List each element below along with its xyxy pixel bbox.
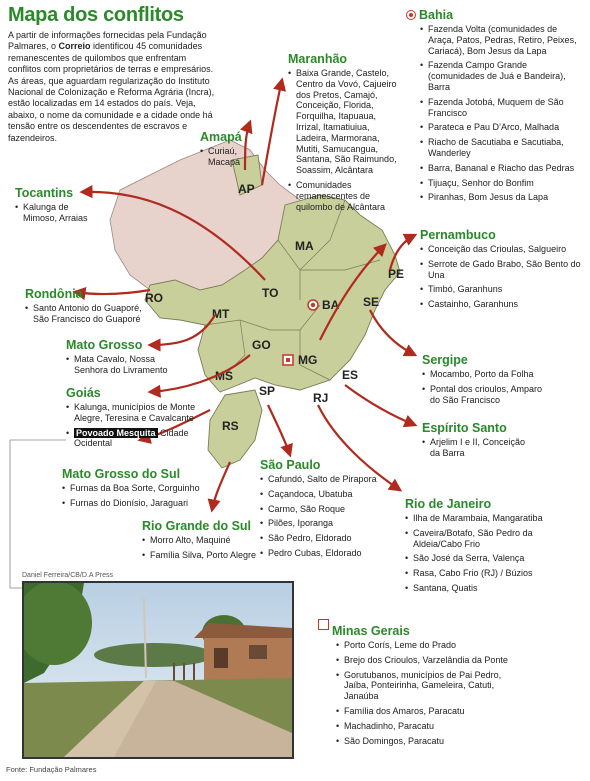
- list-item: • Piranhas, Bom Jesus da Lapa: [420, 192, 582, 203]
- list-item: • Conceição das Crioulas, Salgueiro: [420, 244, 582, 255]
- list-item: • Machadinho, Paracatu: [336, 721, 508, 732]
- intro-text: [8, 30, 218, 144]
- region-espirito-santo: [422, 421, 532, 463]
- region-name: Espírito Santo: [422, 421, 507, 435]
- region-name: Rio de Janeiro: [405, 497, 492, 511]
- list-item: • Rasa, Cabo Frio (RJ) / Búzios: [405, 568, 565, 579]
- region-name: Sergipe: [422, 353, 468, 367]
- list-item: • Barra, Bananal e Riacho das Pedras: [420, 163, 582, 174]
- list-item: • Fazenda Jotobá, Muquem de São Francisco: [420, 97, 582, 119]
- region-name: Rio Grande do Sul: [142, 519, 252, 533]
- list-item: • Família Silva, Porto Alegre: [142, 550, 267, 561]
- list-item: • Mocambo, Porto da Folha: [422, 369, 547, 380]
- region-amapa: [200, 130, 280, 172]
- photo-illustration: [24, 583, 292, 757]
- region-minas-gerais: [318, 618, 508, 750]
- state-label: RS: [222, 419, 239, 433]
- source-note: Fonte: Fundação Palmares: [6, 765, 97, 774]
- list-item: • Carmo, São Roque: [260, 504, 390, 515]
- photo-credit: Daniel Ferreira/CB/D.A Press: [22, 572, 114, 579]
- list-item: • Gorutubanos, municípios de Pai Pedro, Jaíba, Ponteirinha, Gameleira, Catuti, Janaúba: [336, 670, 508, 702]
- list-item: • Fazenda Campo Grande (comunidades de Juá e Bandeira), Barra: [420, 60, 582, 92]
- region-sao-paulo: [260, 458, 390, 563]
- region-bahia: [406, 8, 582, 207]
- list-item: • Pontal dos crioulos, Amparo do São Francisco: [422, 384, 547, 406]
- list-item: • Pilões, Iporanga: [260, 518, 390, 529]
- region-rio-janeiro: [405, 497, 565, 598]
- state-label: MS: [215, 369, 233, 383]
- list-item: • Riacho de Sacutiaba e Sacutiaba, Wanderley: [420, 137, 582, 159]
- state-label: RJ: [313, 391, 329, 405]
- list-item: • Caveira/Botafo, São Pedro da Aldeia/Cabo Frio: [405, 528, 565, 550]
- region-name: Mato Grosso do Sul: [62, 467, 181, 481]
- state-label: BA: [322, 298, 340, 312]
- page-title: Mapa dos conflitos: [8, 4, 184, 26]
- list-item: • Morro Alto, Maquiné: [142, 535, 267, 546]
- region-name: Pernambuco: [420, 228, 496, 242]
- state-label: MG: [298, 353, 318, 367]
- region-name: Maranhão: [288, 52, 348, 66]
- list-item: • Mata Cavalo, Nossa Senhora do Livramento: [66, 354, 174, 376]
- region-rio-grande-sul: [142, 519, 267, 565]
- list-item: • Família dos Amaros, Paracatu: [336, 706, 508, 717]
- region-name: Mato Grosso: [66, 338, 143, 352]
- list-item: • Furnas do Dionísio, Jaraguari: [62, 498, 212, 509]
- list-item: • Timbó, Garanhuns: [420, 284, 582, 295]
- list-item: • Castainho, Garanhuns: [420, 299, 582, 310]
- region-name: Amapá: [200, 130, 242, 144]
- highlight-povoado-mesquita: Povoado Mesquita: [76, 427, 156, 438]
- list-item: • São Domingos, Paracatu: [336, 736, 508, 747]
- bahia-marker-icon: [406, 10, 416, 20]
- intro-after: identificou 45 comunidades remanescentes de quilombos que enfrentam conflitos com proprietários de terras e empresários. As áreas, que aguardam regularização do Instituto Nacional de Colonização e Reforma Agrária (Incra), estão localizadas em 14 estados do país. Veja, abaixo, o nome da comunidade e a cidade onde há tensão entre os descendentes de escravos e fazendeiros.: [8, 41, 215, 143]
- region-name-row: [318, 618, 508, 638]
- intro-before: A partir de informações fornecidas pela Fundação Palmares, o: [8, 30, 207, 52]
- region-mato-grosso: [66, 338, 176, 380]
- region-name: Goiás: [66, 386, 101, 400]
- region-name: Tocantins: [15, 186, 74, 200]
- region-mato-grosso-sul: [62, 467, 212, 513]
- state-label: MA: [295, 239, 314, 253]
- list-item: • Cafundó, Salto de Pirapora: [260, 474, 390, 485]
- region-name: Minas Gerais: [332, 624, 410, 638]
- photo-leader-line: [10, 440, 22, 588]
- minas-marker-dot: [286, 358, 290, 362]
- list-item: • Fazenda Volta (comunidades de Araça, Patos, Pedras, Retiro, Peixes, Cariacá), Bom Jesus da Lapa: [420, 24, 582, 56]
- state-label: SP: [259, 384, 276, 398]
- list-item: • Curiaú, Macapá: [200, 146, 268, 168]
- region-rondonia: [25, 287, 175, 329]
- list-item: • Baixa Grande, Castelo, Centro da Vovó, Cajueiro dos Pretos, Camajó, Conceição, Florida, Forquilha, Itapuaua, Irrizal, Itamatiuiua, Ladeira, Marmorana, Mutiti, Samucangua, Santana, São Raimundo, Soassim, Alcântara: [288, 68, 400, 176]
- list-item: • Parateca e Pau D’Arco, Malhada: [420, 122, 582, 133]
- list-item: • Kalunga de Mimoso, Arraias: [15, 202, 103, 224]
- state-label: AP: [238, 182, 255, 196]
- region-sergipe: [422, 353, 547, 409]
- region-name: Bahia: [419, 8, 454, 22]
- state-label: SE: [363, 295, 380, 309]
- state-label: GO: [252, 338, 271, 352]
- list-item: • Kalunga, municípios de Monte Alegre, Teresina e Cavalcante: [66, 402, 204, 424]
- region-maranhao: [288, 52, 400, 216]
- list-item: [66, 428, 204, 450]
- list-item: • Brejo dos Crioulos, Varzelândia da Ponte: [336, 655, 508, 666]
- intro-bold: Correio: [58, 41, 91, 52]
- state-label: ES: [342, 368, 359, 382]
- village-road-photo: [22, 581, 294, 759]
- list-item: • Furnas da Boa Sorte, Corguinho: [62, 483, 212, 494]
- region-name: São Paulo: [260, 458, 321, 472]
- highlight-after: Cidade Ocidental: [74, 427, 189, 449]
- region-name: Rondônia: [25, 287, 83, 301]
- list-item: • Ilha de Marambaia, Mangaratiba: [405, 513, 565, 524]
- list-item: • Pedro Cubas, Eldorado: [260, 548, 390, 559]
- list-item: • São Pedro, Eldorado: [260, 533, 390, 544]
- region-tocantins: [15, 186, 115, 228]
- list-item: • Serrote de Gado Brabo, São Bento do Una: [420, 259, 582, 281]
- list-item: • Tijuaçu, Senhor do Bonfim: [420, 178, 582, 189]
- state-label: RO: [145, 291, 163, 305]
- list-item: • Caçandoca, Ubatuba: [260, 489, 390, 500]
- list-item: • Arjelim I e II, Conceição da Barra: [422, 437, 532, 459]
- list-item: • São José da Serra, Valença: [405, 553, 565, 564]
- bahia-marker-dot: [311, 303, 315, 307]
- region-pernambuco: [420, 228, 582, 314]
- list-item: • Comunidades remanescentes de quilombo de Alcântara: [288, 180, 400, 212]
- region-goias: [66, 386, 206, 453]
- list-item: • Santo Antonio do Guaporé, São Francisco do Guaporé: [25, 303, 158, 325]
- state-label: PE: [388, 267, 405, 281]
- list-item: • Porto Corís, Leme do Prado: [336, 640, 508, 651]
- region-name-row: [406, 8, 582, 22]
- state-label: MT: [212, 307, 230, 321]
- minas-marker-icon: [318, 619, 329, 630]
- state-label: TO: [262, 286, 279, 300]
- list-item: • Santana, Quatis: [405, 583, 565, 594]
